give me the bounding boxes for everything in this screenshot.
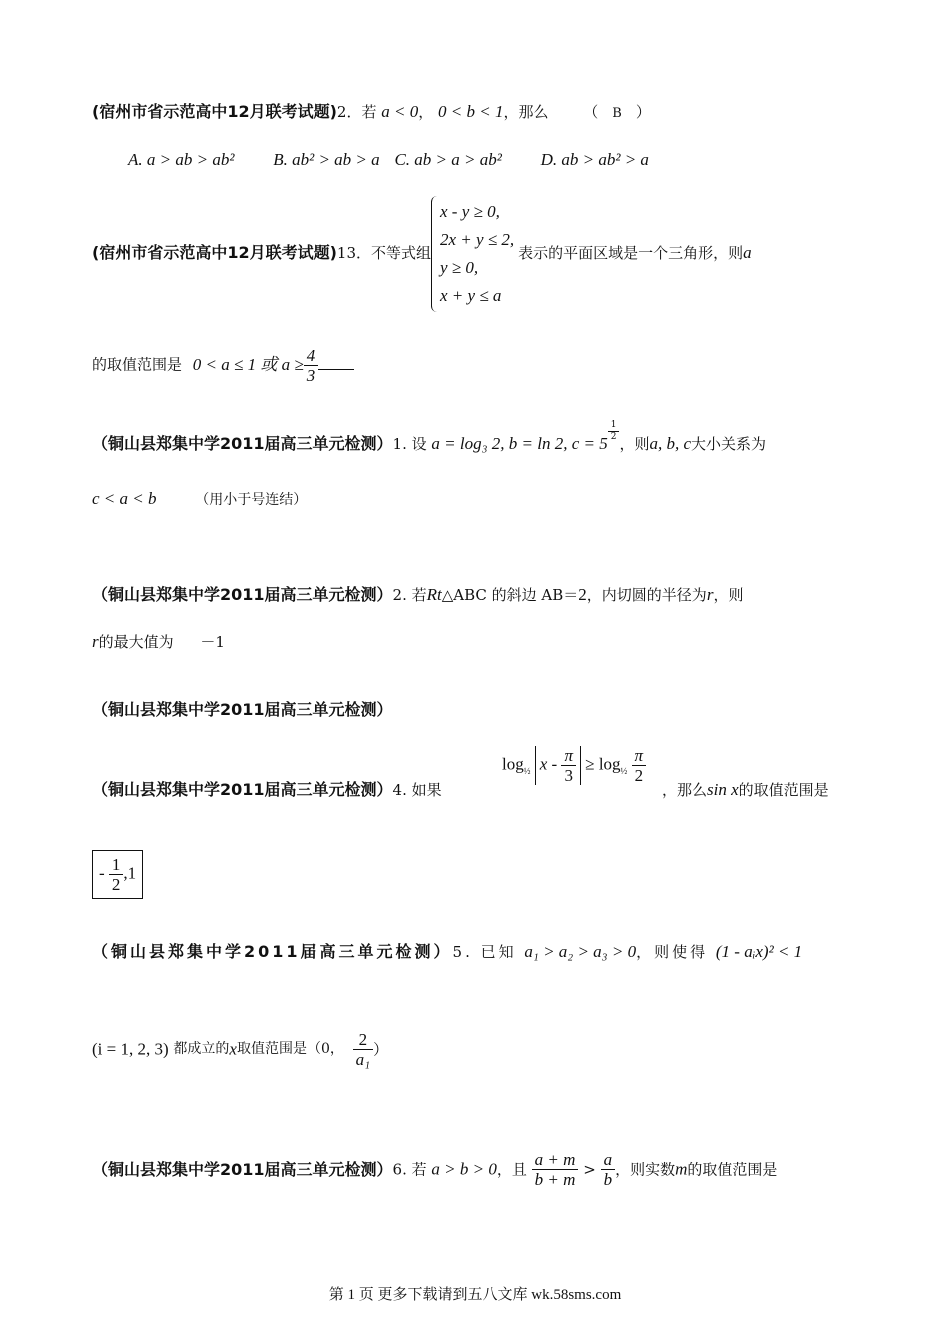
- question-source: (宿州市省示范高中12月联考试题): [92, 243, 337, 262]
- question-source: （铜山县郑集中学2011届高三单元检测）: [92, 780, 393, 799]
- options-row: [128, 150, 862, 170]
- question-source: (宿州市省示范高中12月联考试题): [92, 102, 337, 121]
- condition: 0 < b < 1: [438, 102, 504, 121]
- question-source: （铜山县郑集中学2011届高三单元检测）: [92, 700, 393, 719]
- option-d: D. ab > ab² > a: [540, 150, 649, 169]
- question-1: (宿州市省示范高中12月联考试题)2．若 a < 0， 0 < b < 1，那么 （ B ）: [92, 102, 651, 121]
- answer-fraction: $\frac{2}{\text{a₁}}$: [353, 1030, 373, 1069]
- question-source: （铜山县郑集中学2011届高三单元检测）: [92, 585, 393, 604]
- page-footer: 第 1 页 更多下载请到五八文库 wk.58sms.com: [328, 1287, 622, 1303]
- inequality-system: x - y ≥ 0, 2x + y ≤ 2, y ≥ 0, x + y ≤ a: [431, 196, 518, 312]
- question-2-answer-line: 的取值范围是 0 < a ≤ 1 或 a ≥ $\frac{4}{3}$: [92, 346, 862, 385]
- question-source: （铜山县郑集中学2011届高三单元检测）: [92, 942, 453, 961]
- question-6-answer: [92, 850, 862, 899]
- question-4-answer-line: r的最大值为 －1: [92, 632, 225, 651]
- question-stem: 13．不等式组: [336, 244, 431, 262]
- exponent: 1 2: [608, 420, 620, 443]
- answer-fraction: $\frac{4}{3}$: [304, 346, 319, 385]
- question-stem: 2．若: [336, 103, 377, 121]
- option-b: B. ab² > ab > a: [273, 150, 380, 169]
- question-source: （铜山县郑集中学2011届高三单元检测）: [92, 434, 393, 453]
- fraction-1: $\frac{a + m}{b + m}$: [532, 1150, 579, 1189]
- answer: c < a < b: [92, 489, 157, 508]
- answer: B: [612, 106, 622, 121]
- question-3: （铜山县郑集中学2011届高三单元检测）1. 设 a = log₃ 2, b = ln 2, c = 5 $^{\frac{1}{2}}$ ，则a, b, c大小关系为: [92, 420, 767, 453]
- question-7: （铜山县郑集中学2011届高三单元检测）5. 已知 a₁ > a₂ > a₃ > 0，则使得 (1 - aᵢx)² < 1: [92, 942, 803, 961]
- question-4: （铜山县郑集中学2011届高三单元检测）2. 若Rt△ABC 的斜边 AB＝2，内切圆的半径为r，则: [92, 585, 744, 604]
- fraction-2: $\frac{a}{b}$: [601, 1150, 616, 1189]
- question-5: [92, 700, 862, 719]
- expression: a = log₃ 2, b = ln 2, c = 5: [431, 434, 608, 453]
- question-tail: ，那么: [503, 103, 549, 121]
- question-3-answer: c < a < b （用小于号连结）: [92, 489, 308, 508]
- condition: a < 0: [381, 102, 419, 121]
- question-8: （铜山县郑集中学2011届高三单元检测）6. 若 a > b > 0，且 $\frac{a + m}{b + m}$ > $\frac{a}{b}$ ，则实数m的取值范围是: [92, 1150, 778, 1189]
- answer: - $\frac{1}{2}$ ,1: [92, 850, 143, 899]
- question-7-answer-line: (i = 1, 2, 3) 都成立的x取值范围是（0， $\frac{2}{\text{a₁}}$ ）: [92, 1030, 389, 1069]
- question-2: (宿州市省示范高中12月联考试题)13．不等式组 x - y ≥ 0, 2x + y ≤ 2, y ≥ 0, x + y ≤ a 表示的平面区域是一个三角形，则a: [92, 196, 862, 312]
- question-source: （铜山县郑集中学2011届高三单元检测）: [92, 1159, 393, 1179]
- option-c: C. ab > a > ab²: [394, 150, 502, 169]
- answer: 0 < a ≤ 1 或 a ≥: [192, 354, 304, 374]
- option-a: A. a > ab > ab²: [128, 150, 235, 169]
- log-inequality: $\log_{\frac{1}{2}} x$ - $\frac{\pi}{3}$ ≥ $\log_{\frac{1}{2}}$ $\frac{\pi}{2}$: [502, 746, 646, 785]
- question-tail: 表示的平面区域是一个三角形，则: [518, 244, 744, 262]
- answer: －1: [200, 633, 225, 651]
